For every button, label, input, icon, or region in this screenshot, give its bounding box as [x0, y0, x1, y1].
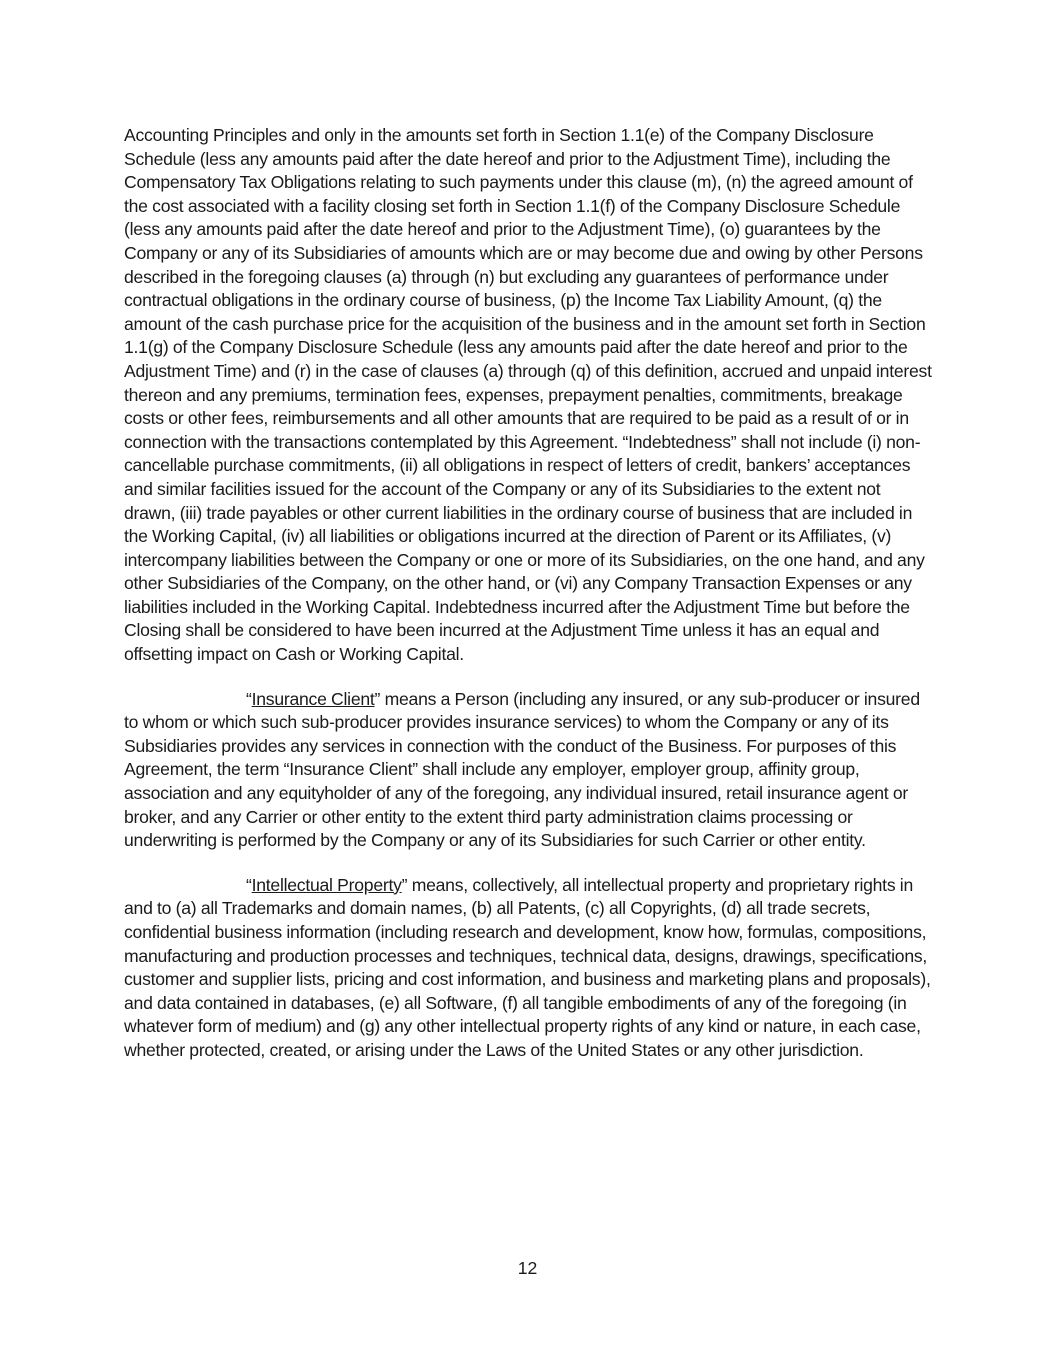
definition-text: ” means a Person (including any insured, or any sub-producer or insured to whom or which such sub-producer provides insurance services) to whom the Company or any of its Subsidiaries provides any services in connection with the conduct of the Business. For purposes of this Agreement, the term “Insurance Client” shall include any employer, employer group, affinity group, association and any equityholder of any of the foregoing, any individual insured, retail insurance agent or broker, and any Carrier or other entity to the extent third party administration claims processing or underwriting is performed by the Company or any of its Subsidiaries for such Carrier or other entity. [124, 688, 920, 851]
document-page [124, 124, 934, 1063]
page-number: 12 [517, 1258, 538, 1278]
defined-term-insurance-client: Insurance Client [251, 688, 375, 709]
open-quote: “ [246, 874, 252, 895]
open-quote: “ [246, 688, 252, 709]
indebtedness-definition-continued: Accounting Principles and only in the amounts set forth in Section 1.1(e) of the Company Disclosure Schedule (less any amounts paid after the date hereof and prior to the Adjustment Time), including the Compensatory Tax Obligations relating to such payments under this clause (m), (n) the agreed amount of the cost associated with a facility closing set forth in Section 1.1(f) of the Company Disclosure Schedule (less any amounts paid after the date hereof and prior to the Adjustment Time), (o) guarantees by the Company or any of its Subsidiaries of amounts which are or may become due and owing by other Persons described in the foregoing clauses (a) through (n) but excluding any guarantees of performance under contractual obligations in the ordinary course of business, (p) the Income Tax Liability Amount, (q) the amount of the cash purchase price for the acquisition of the business and in the amount set forth in Section 1.1(g) of the Company Disclosure Schedule (less any amounts paid after the date hereof and prior to the Adjustment Time) and (r) in the case of clauses (a) through (q) of this definition, accrued and unpaid interest thereon and any premiums, termination fees, expenses, prepayment penalties, commitments, breakage costs or other fees, reimbursements and all other amounts that are required to be paid as a result of or in connection with the transactions contemplated by this Agreement. “Indebtedness” shall not include (i) non-cancellable purchase commitments, (ii) all obligations in respect of letters of credit, bankers’ acceptances and similar facilities issued for the account of the Company or any of its Subsidiaries to the extent not drawn, (iii) trade payables or other current liabilities in the ordinary course of business that are included in the Working Capital, (iv) all liabilities or obligations incurred at the direction of Parent or its Affiliates, (v) intercompany liabilities between the Company or one or more of its Subsidiaries, on the one hand, and any other Subsidiaries of the Company, on the other hand, or (vi) any Company Transaction Expenses or any liabilities included in the Working Capital. Indebtedness incurred after the Adjustment Time but before the Closing shall be considered to have been incurred at the Adjustment Time unless it has an equal and offsetting impact on Cash or Working Capital. [124, 125, 932, 665]
definition-text: ” means, collectively, all intellectual property and proprietary rights in and to (a) all Trademarks and domain names, (b) all Patents, (c) all Copyrights, (d) all trade secrets, confidential business information (including research and development, know how, formulas, compositions, manufacturing and production processes and techniques, technical data, designs, drawings, specifications, customer and supplier lists, pricing and cost information, and business and marketing plans and proposals), and data contained in databases, (e) all Software, (f) all tangible embodiments of any of the foregoing (in whatever form of medium) and (g) any other intellectual property rights of any kind or nature, in each case, whether protected, created, or arising under the Laws of the United States or any other jurisdiction. [124, 874, 931, 1060]
insurance-client-definition [124, 688, 934, 853]
defined-term-intellectual-property: Intellectual Property [251, 874, 402, 895]
intellectual-property-definition [124, 874, 934, 1063]
